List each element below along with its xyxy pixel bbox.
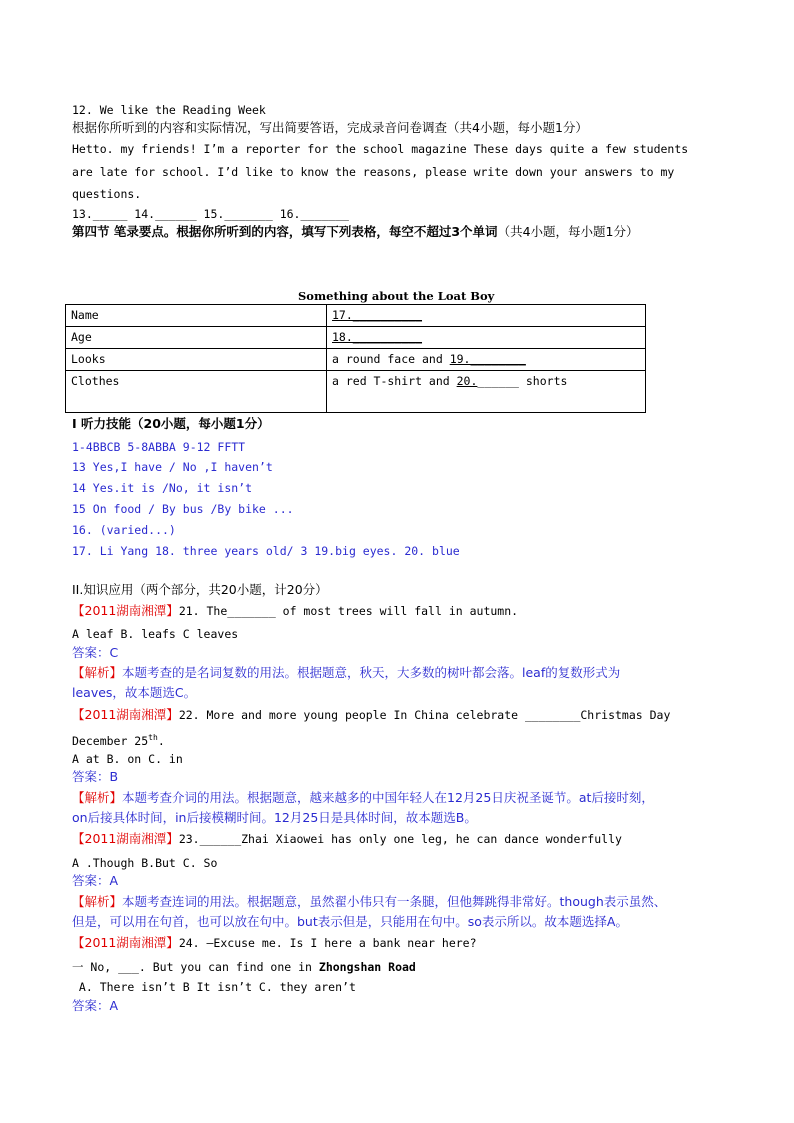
source-tag: 【2011湖南湘潭】 bbox=[72, 831, 179, 846]
source-tag: 【2011湖南湘潭】 bbox=[72, 603, 179, 618]
question-22-analysis: 【解析】本题考查介词的用法。根据题意，越来越多的中国年轻人在12月25日庆祝圣诞节。at后接时刻， bbox=[72, 790, 654, 805]
survey-instruction: 根据你所听到的内容和实际情况，写出简要答语，完成录音问卷调查（共4小题，每小题1分） bbox=[72, 120, 588, 135]
info-table bbox=[65, 304, 646, 413]
letter-line-3: questions. bbox=[72, 187, 142, 201]
question-24: 【2011湖南湘潭】24. —Excuse me. Is I here a bank near here? bbox=[72, 935, 477, 950]
answer-blanks-13-16: 13._____ 14.______ 15._______ 16._______ bbox=[72, 207, 349, 221]
question-23: 【2011湖南湘潭】23.______Zhai Xiaowei has only one leg, he can dance wonderfully bbox=[72, 831, 622, 846]
question-22: 【2011湖南湘潭】22. More and more young people In China celebrate ________Christmas Day bbox=[72, 707, 671, 722]
blank-19: 19.________ bbox=[449, 352, 526, 366]
table-cell-value bbox=[327, 327, 646, 349]
question-21-analysis: 【解析】本题考查的是名词复数的用法。根据题意，秋天，大多数的树叶都会落。leaf的复数形式为 bbox=[72, 665, 621, 680]
table-row bbox=[66, 371, 646, 413]
table-cell-label: Age bbox=[66, 327, 327, 349]
table-cell-label: Looks bbox=[66, 349, 327, 371]
blank-20: 20. bbox=[456, 374, 478, 388]
question-12: 12. We like the Reading Week bbox=[72, 103, 266, 117]
knowledge-heading: II.知识应用（两个部分，共20小题，计20分） bbox=[72, 582, 328, 597]
table-row bbox=[66, 349, 646, 371]
question-23-analysis: 【解析】本题考查连词的用法。根据题意，虽然翟小伟只有一条腿，但他舞跳得非常好。though表示虽然、 bbox=[72, 894, 667, 909]
answer-line: 15 On food / By bus /By bike ... bbox=[72, 502, 294, 516]
question-22-analysis-cont: on后接具体时间，in后接模糊时间。12月25日是具体时间，故本题选B。 bbox=[72, 810, 477, 825]
table-cell-value: a round face and 19.________ bbox=[327, 349, 646, 371]
question-22-options: A at B. on C. in bbox=[72, 752, 183, 766]
analysis-tag: 【解析】 bbox=[72, 790, 123, 805]
table-cell-value: a red T-shirt and 20.______ shorts bbox=[327, 371, 646, 413]
table-cell-label: Clothes bbox=[66, 371, 327, 413]
section-4-bold: 第四节 笔录要点。根据你所听到的内容，填写下列表格，每空不超过3个单词 bbox=[72, 224, 498, 239]
answer-line: 1-4BBCB 5-8ABBA 9-12 FFTT bbox=[72, 440, 246, 454]
listening-heading: I 听力技能（20小题，每小题1分） bbox=[72, 416, 270, 431]
source-tag: 【2011湖南湘潭】 bbox=[72, 707, 179, 722]
table-cell-value bbox=[327, 305, 646, 327]
question-24-line-2: 一 No, ___. But you can find one in Zhongshan Road bbox=[72, 960, 416, 974]
answer-line: 14 Yes.it is /No, it isn’t bbox=[72, 481, 253, 495]
source-tag: 【2011湖南湘潭】 bbox=[72, 935, 179, 950]
question-21-analysis-cont: leaves，故本题选C。 bbox=[72, 685, 197, 700]
section-4-tail: （共4小题，每小题1分） bbox=[497, 224, 639, 239]
table-row bbox=[66, 305, 646, 327]
table-cell-label: Name bbox=[66, 305, 327, 327]
answer-line: 13 Yes,I have / No ,I haven’t bbox=[72, 460, 273, 474]
section-4-heading bbox=[72, 224, 638, 240]
table-row bbox=[66, 327, 646, 349]
question-24-options: A. There isn’t B It isn’t C. they aren’t bbox=[72, 980, 356, 994]
question-24-answer: 答案：A bbox=[72, 998, 119, 1013]
question-23-analysis-cont: 但是，可以用在句首，也可以放在句中。but表示但是，只能用在句中。so表示所以。故本题选择A。 bbox=[72, 914, 628, 929]
answer-line: 16. (varied...) bbox=[72, 523, 176, 537]
letter-line-2: are late for school. I’d like to know the reasons, please write down your answers to my bbox=[72, 165, 675, 179]
question-22-line-2: December 25th. bbox=[72, 733, 165, 748]
question-21-answer: 答案：C bbox=[72, 645, 119, 660]
table-caption: Something about the Loat Boy bbox=[298, 289, 495, 303]
letter-line-1: Hetto. my friends! I’m a reporter for the school magazine These days quite a few students bbox=[72, 142, 689, 156]
question-22-answer: 答案：B bbox=[72, 769, 119, 784]
question-21-options: A leaf B. leafs C leaves bbox=[72, 627, 239, 641]
question-21: 【2011湖南湘潭】21. The_______ of most trees will fall in autumn. bbox=[72, 603, 519, 618]
question-23-answer: 答案：A bbox=[72, 873, 119, 888]
analysis-tag: 【解析】 bbox=[72, 894, 123, 909]
analysis-tag: 【解析】 bbox=[72, 665, 123, 680]
blank-18: 18.__________ bbox=[332, 330, 423, 344]
question-23-options: A .Though B.But C. So bbox=[72, 856, 218, 870]
blank-17: 17.__________ bbox=[332, 308, 423, 322]
answer-line: 17. Li Yang 18. three years old/ 3 19.big eyes. 20. blue bbox=[72, 544, 460, 558]
